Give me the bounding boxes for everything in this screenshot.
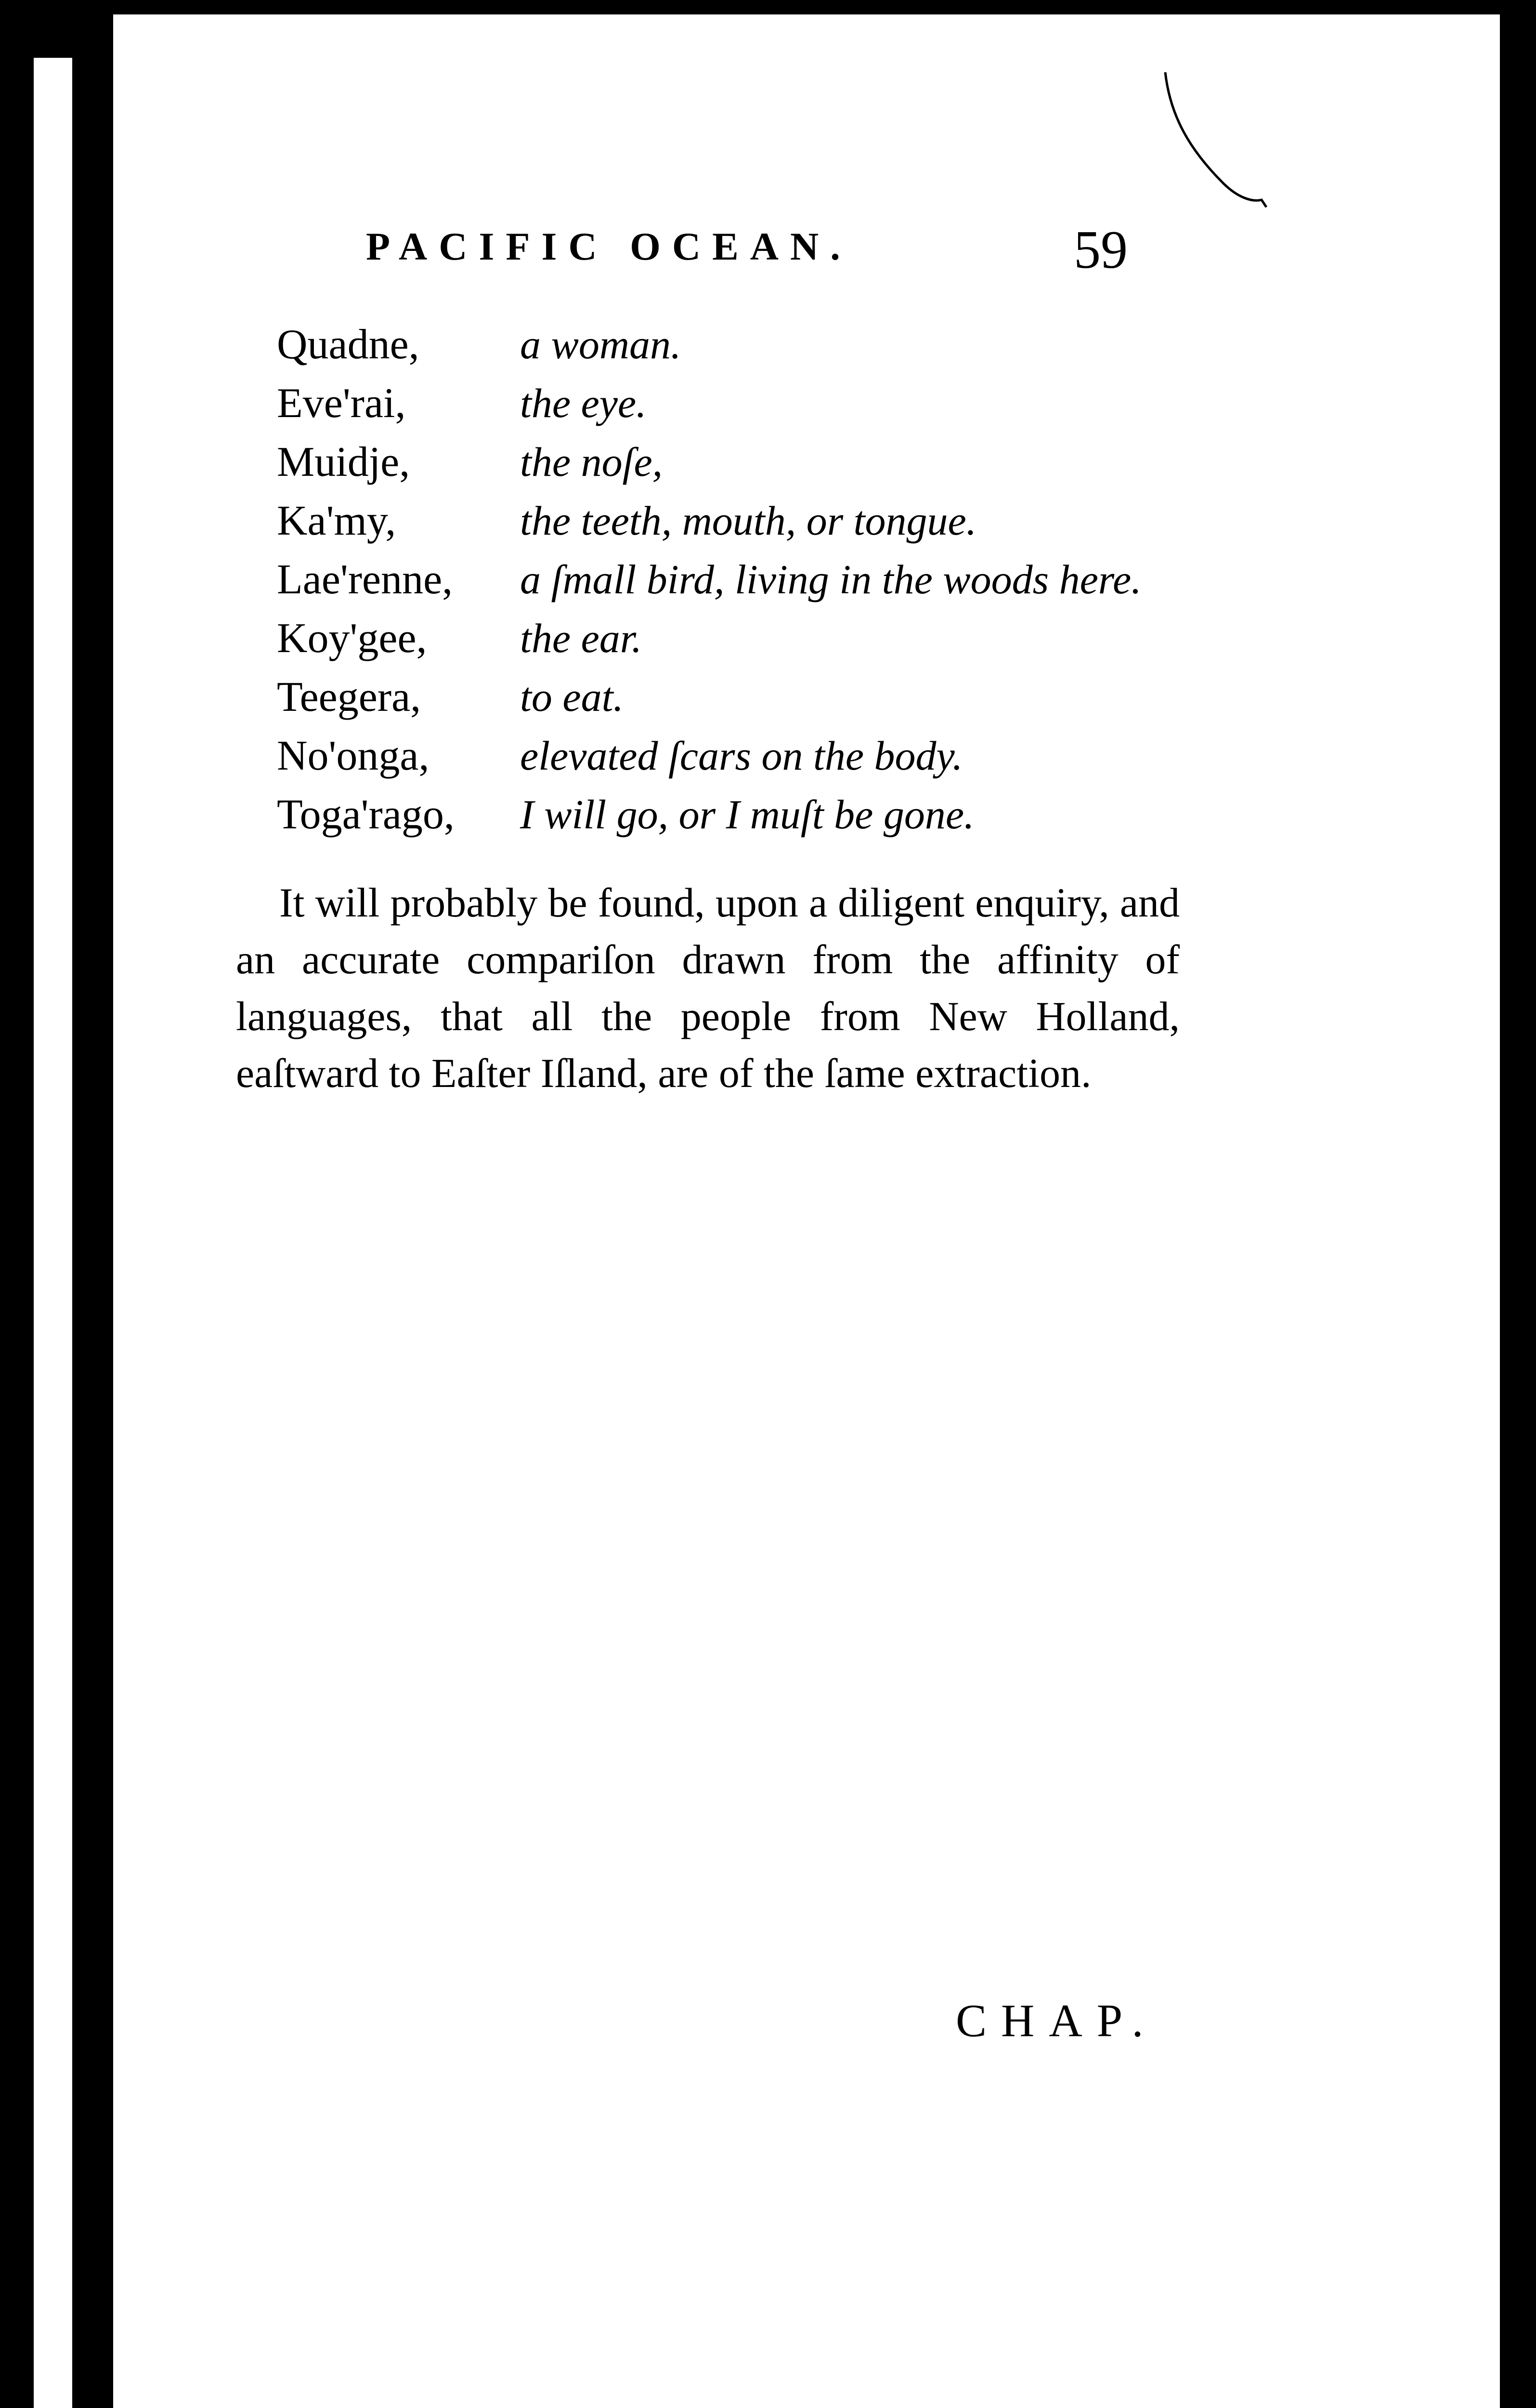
vocabulary-meaning: the eye. xyxy=(520,380,647,426)
running-title: PACIFIC OCEAN. xyxy=(366,224,852,268)
vocabulary-entry xyxy=(277,614,1457,673)
vocabulary-entry xyxy=(277,732,1457,790)
vocabulary-term: Koy'gee, xyxy=(277,615,427,662)
page-corner-curl-mark xyxy=(1151,72,1276,217)
scan-right-edge xyxy=(1500,0,1536,2408)
scan-left-edge xyxy=(0,0,34,2408)
vocabulary-entry xyxy=(277,379,1457,438)
page-number: 59 xyxy=(1074,220,1128,280)
facing-page-edge xyxy=(34,58,72,2408)
vocabulary-term: Teegera, xyxy=(277,674,421,720)
vocabulary-meaning: the teeth, mouth, or tongue. xyxy=(520,497,977,544)
vocabulary-term: Lae'renne, xyxy=(277,556,453,603)
vocabulary-entry xyxy=(277,438,1457,497)
vocabulary-term: Muidje, xyxy=(277,439,410,485)
catchword: CHAP. xyxy=(956,1995,1158,2046)
vocabulary-term: Ka'my, xyxy=(277,497,396,544)
vocabulary-entry xyxy=(277,555,1457,614)
vocabulary-term: Quadne, xyxy=(277,321,419,368)
vocabulary-meaning: I will go, or I muſt be gone. xyxy=(520,791,975,838)
vocabulary-entry xyxy=(277,790,1457,849)
vocabulary-entry xyxy=(277,320,1457,379)
vocabulary-term: Toga'rago, xyxy=(277,791,455,838)
vocabulary-meaning: elevated ſcars on the body. xyxy=(520,733,963,779)
vocabulary-meaning: a woman. xyxy=(520,321,681,367)
vocabulary-meaning: the ear. xyxy=(520,615,642,661)
book-gutter xyxy=(72,58,113,2408)
vocabulary-term: No'onga, xyxy=(277,733,430,779)
vocabulary-entry xyxy=(277,673,1457,732)
vocabulary-term: Eve'rai, xyxy=(277,380,406,427)
body-paragraph: It will probably be found, upon a diligent enquiry, and an accurate compariſon drawn from the affinity of languages, that all the people from New Holland, eaſtward to Eaſter Iſland, are of the ſame extraction. xyxy=(236,879,1180,1096)
vocabulary-meaning: the noſe, xyxy=(520,439,663,485)
vocabulary-list xyxy=(277,320,1457,849)
vocabulary-entry xyxy=(277,497,1457,555)
vocabulary-meaning: to eat. xyxy=(520,674,624,720)
vocabulary-meaning: a ſmall bird, living in the woods here. xyxy=(520,556,1142,602)
